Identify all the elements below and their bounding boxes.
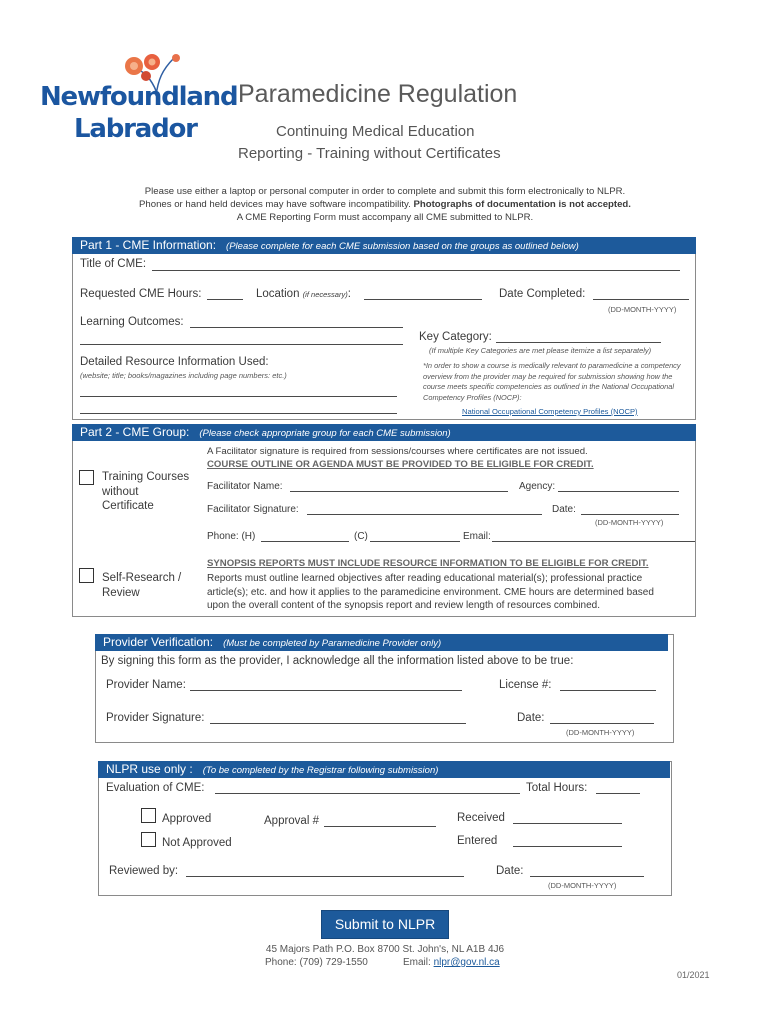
footer-phone: Phone: (709) 729-1550 (265, 957, 368, 968)
reviewed-by-label: Reviewed by: (109, 865, 179, 877)
intro-warning: Photographs of documentation is not accepted. (413, 199, 631, 210)
license-input[interactable] (560, 690, 656, 691)
provider-signature-input[interactable] (210, 723, 466, 724)
not-approved-label: Not Approved (162, 837, 232, 849)
training-label-1: Training Courses (102, 471, 190, 483)
total-hours-input[interactable] (596, 793, 640, 794)
training-courses-checkbox[interactable] (79, 470, 94, 485)
date-completed-input[interactable] (593, 299, 689, 300)
key-category-note: (If multiple Key Categories are met please itemize a list separately) (429, 346, 652, 355)
facilitator-name-label: Facilitator Name: (207, 481, 283, 492)
part2-note: (Please check appropriate group for each CME submission) (199, 428, 451, 439)
nlpr-date-input[interactable] (530, 876, 644, 877)
intro-line-2a: Phones or hand held devices may have software incompatibility. (139, 199, 411, 210)
approved-label: Approved (162, 813, 212, 825)
total-hours-label-group (526, 782, 587, 794)
part1-header (72, 237, 696, 254)
provider-statement: By signing this form as the provider, I acknowledge all the information listed above to be true: (101, 655, 574, 667)
outline-notice: COURSE OUTLINE OR AGENDA MUST BE PROVIDED TO BE ELIGIBLE FOR CREDIT. (207, 459, 594, 470)
nlpr-note: (To be completed by the Registrar following submission) (202, 765, 439, 776)
logo (40, 50, 238, 150)
agency-label: Agency: (519, 481, 556, 492)
intro-line-3: A CME Reporting Form must accompany all CME submitted to NLPR. (236, 212, 534, 223)
nlpr-date-label: Date: (496, 865, 524, 877)
resource-input-2[interactable] (80, 413, 397, 414)
total-hours-colon: : (584, 782, 588, 794)
entered-label: Entered (457, 835, 498, 847)
approval-number-input[interactable] (324, 826, 436, 827)
evaluation-label: Evaluation of CME: (106, 782, 205, 794)
outcomes-label: Learning Outcomes: (80, 316, 184, 328)
self-research-label-2: Review (102, 587, 140, 599)
license-label: License #: (499, 679, 552, 691)
entered-input[interactable] (513, 846, 622, 847)
provider-date-input[interactable] (550, 723, 654, 724)
title-label: Title of CME: (80, 258, 147, 270)
footer-address: 45 Majors Path P.O. Box 8700 St. John's, NL A1B 4J6 (265, 944, 505, 955)
synopsis-text-1: Reports must outline learned objectives after reading educational material(s); professional practice (207, 573, 643, 584)
nlpr-header (98, 761, 670, 778)
synopsis-text-2: article(s); etc. and how it applies to the paramedicine environment. CME hours are determined based (207, 586, 654, 598)
date-format-4: (DD-MONTH-YYYY) (548, 881, 617, 890)
provider-header (95, 634, 668, 651)
approved-checkbox[interactable] (141, 808, 156, 823)
competency-note: *In order to show a course is medically relevant to paramedicine a competency overview from the provider may be required for submission showing how the course meets specific competencies as outlined in the National Occupational Competency Profiles (NOCP): (423, 361, 681, 402)
provider-name-label: Provider Name: (106, 679, 186, 691)
outcomes-input-1[interactable] (190, 327, 403, 328)
self-research-label-1: Self-Research / (102, 572, 182, 584)
key-category-input[interactable] (496, 342, 661, 343)
training-label-3: Certificate (102, 500, 154, 512)
not-approved-checkbox[interactable] (141, 832, 156, 847)
provider-heading: Provider Verification: (103, 635, 214, 649)
provider-date-label: Date: (517, 712, 545, 724)
footer-email-link[interactable]: nlpr@gov.nl.ca (433, 957, 500, 968)
provider-note: (Must be completed by Paramedicine Provider only) (223, 638, 442, 649)
provider-signature-label: Provider Signature: (106, 712, 205, 724)
email-input[interactable] (492, 541, 695, 542)
nlpr-heading: NLPR use only : (106, 762, 193, 776)
part2-header (72, 424, 696, 441)
date-format-1: (DD-MONTH-YYYY) (608, 305, 677, 314)
training-label-2: without (102, 485, 139, 498)
hours-input[interactable] (207, 299, 243, 300)
part1-note: (Please complete for each CME submission based on the groups as outlined below) (226, 241, 579, 252)
phone-h-label: Phone: (H) (207, 531, 256, 542)
email-label: Email: (463, 531, 491, 542)
evaluation-input[interactable] (215, 793, 520, 794)
footer-email-label: Email: (403, 957, 431, 968)
phone-c-label: (C) (354, 531, 368, 542)
phone-h-input[interactable] (261, 541, 349, 542)
submit-button[interactable]: Submit to NLPR (321, 910, 449, 939)
facilitator-date-label: Date: (552, 504, 576, 515)
synopsis-notice: SYNOPSIS REPORTS MUST INCLUDE RESOURCE INFORMATION TO BE ELIGIBLE FOR CREDIT. (207, 558, 649, 569)
hours-label: Requested CME Hours: (80, 288, 202, 300)
location-note: (if necessary) (302, 290, 348, 299)
nocp-link[interactable]: National Occupational Competency Profiles (NOCP) (462, 407, 638, 416)
part1-heading: Part 1 - CME Information: (80, 238, 217, 252)
facilitator-signature-label: Facilitator Signature: (207, 504, 299, 515)
date-format-3: (DD-MONTH-YYYY) (566, 728, 635, 737)
provider-name-input[interactable] (190, 690, 462, 691)
total-hours-label: Total Hours (526, 782, 585, 794)
outcomes-input-2[interactable] (80, 344, 403, 345)
logo-line1: Newfoundland (40, 82, 238, 112)
facilitator-note: A Facilitator signature is required from sessions/courses where certificates are not issued. (207, 446, 588, 457)
date-completed-label: Date Completed: (499, 288, 586, 300)
facilitator-date-input[interactable] (581, 514, 679, 515)
footer-version: 01/2021 (677, 970, 710, 980)
location-label: Location (256, 288, 300, 300)
resource-label: Detailed Resource Information Used: (80, 356, 269, 368)
page-title: Paramedicine Regulation (238, 80, 518, 108)
phone-c-input[interactable] (370, 541, 460, 542)
self-research-checkbox[interactable] (79, 568, 94, 583)
received-label: Received (457, 812, 505, 824)
location-label-group (256, 288, 351, 300)
location-input[interactable] (364, 299, 482, 300)
agency-input[interactable] (558, 491, 679, 492)
received-input[interactable] (513, 823, 622, 824)
reviewed-by-input[interactable] (186, 876, 464, 877)
footer-email-group (403, 957, 500, 968)
key-category-label: Key Category: (419, 331, 492, 343)
title-input[interactable] (152, 270, 680, 271)
date-format-2: (DD-MONTH-YYYY) (595, 518, 664, 527)
logo-line2: Labrador (74, 114, 197, 144)
synopsis-text-3: upon the overall content of the synopsis report and review length of resources combined. (207, 600, 601, 611)
subtitle-2: Reporting - Training without Certificates (238, 145, 501, 162)
part2-heading: Part 2 - CME Group: (80, 425, 190, 439)
resource-input-1[interactable] (80, 396, 397, 397)
intro-line-1: Please use either a laptop or personal computer in order to complete and submit this form electronically to NLPR. (144, 186, 626, 197)
subtitle-1: Continuing Medical Education (276, 123, 475, 140)
approval-number-label: Approval # (264, 815, 319, 827)
location-colon: : (347, 288, 351, 300)
facilitator-name-input[interactable] (290, 491, 508, 492)
facilitator-signature-input[interactable] (307, 514, 542, 515)
resource-note: (website; title; books/magazines including page numbers: etc.) (80, 371, 287, 380)
